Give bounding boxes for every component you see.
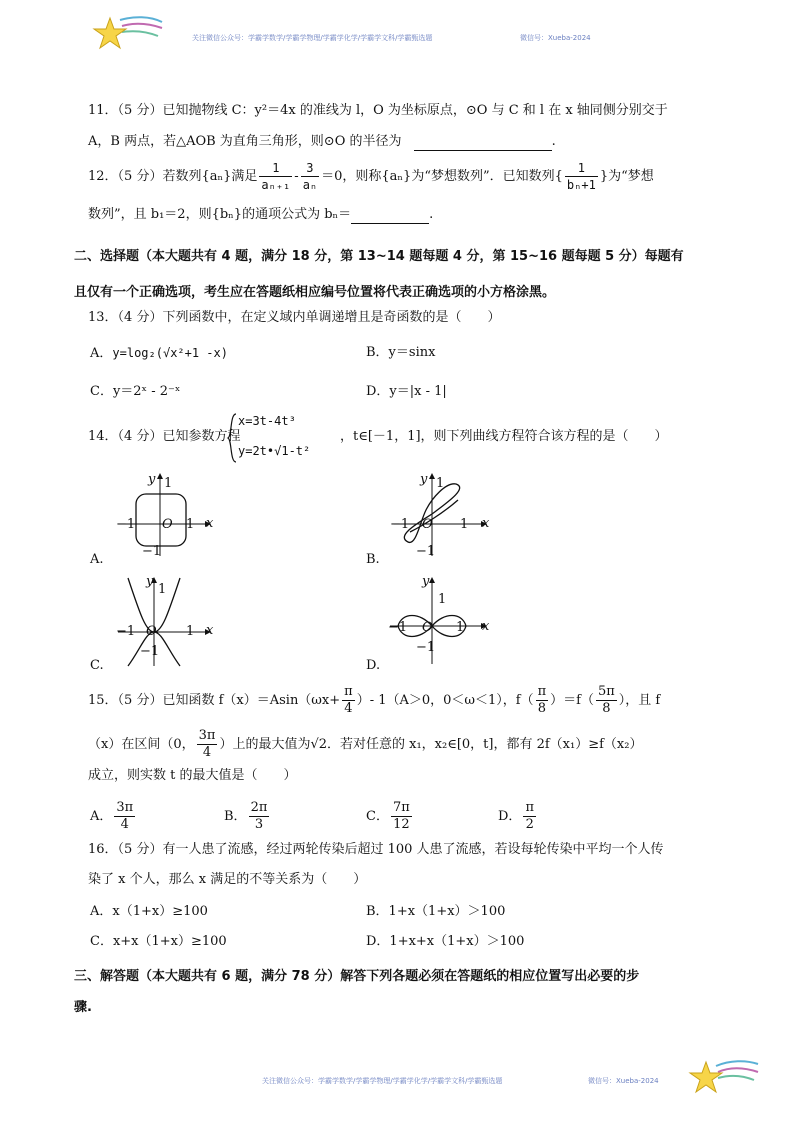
q14-label-a: A. xyxy=(90,552,104,567)
q12-end: . xyxy=(429,207,434,222)
q12-post: }为“梦想 xyxy=(599,169,654,184)
section2-line1: 二、选择题（本大题共有 4 题，满分 18 分，第 13~14 题每题 4 分，第 15~16 题每题 5 分）每题有 xyxy=(74,249,684,264)
q14-b-1top: 1 xyxy=(436,476,445,491)
q12-line1 xyxy=(88,160,654,193)
q13-option-b: B．y＝sinx xyxy=(366,345,436,360)
q11-line2 xyxy=(88,133,556,151)
q13-option-d: D．y＝|x - 1| xyxy=(366,384,447,399)
q12-line2 xyxy=(88,206,433,224)
q14-c-x: x xyxy=(206,623,214,638)
q15-line2-pre: （x）在区间（0， xyxy=(88,737,195,752)
footer-wechat: 微信号：Xueba-2024 xyxy=(588,1077,659,1085)
footer-text: 关注微信公众号：学霸学数学/学霸学物理/学霸学化学/学霸学文科/学霸甄选题 xyxy=(262,1077,503,1085)
q11-line1: 11．（5 分）已知抛物线 C：y²＝4x 的准线为 l，O 为坐标原点，⊙O 与 C 和 l 在 x 轴同侧分别交于 xyxy=(88,103,668,118)
q14-a-x: x xyxy=(206,516,214,531)
q14-c-neg1-bottom: −1 xyxy=(140,644,160,659)
q12-answer-blank xyxy=(351,209,429,224)
q14-label-c: C. xyxy=(90,658,104,673)
q14-b-o: O xyxy=(422,517,433,532)
q14-eq2: y=2t•√1-t² xyxy=(238,444,311,458)
q15-line2 xyxy=(88,728,642,761)
q15-line1-post: ），且 f xyxy=(618,693,661,708)
q14-a-neg1: −1 xyxy=(116,517,136,532)
star-logo-icon xyxy=(92,14,164,58)
q16-option-c: C．x+x（1+x）≥100 xyxy=(90,934,227,949)
q13-option-a xyxy=(90,344,228,363)
q11-answer-blank xyxy=(414,136,552,151)
q14-d-1top: 1 xyxy=(438,592,447,607)
q12-fraction-1: $\frac{1}{\text{aₙ₊₁}}$ xyxy=(261,161,291,192)
q14-d-o: O xyxy=(422,620,433,635)
q13-option-a-formula: y=log₂(√x²+1 -x) xyxy=(112,346,228,360)
q14-label-b: B. xyxy=(366,552,380,567)
q14-pre: 14．（4 分）已知参数方程 xyxy=(88,429,241,444)
q16-option-d: D．1+x+x（1+x）＞100 xyxy=(366,934,525,949)
star-footer-icon xyxy=(688,1054,760,1098)
q15-eq: ）＝f（ xyxy=(550,693,594,708)
section2-line2: 且仅有一个正确选项，考生应在答题纸相应编号位置将代表正确选项的小方格涂黑。 xyxy=(74,285,556,300)
q14-c-1top: 1 xyxy=(158,582,167,597)
q14-c-1: 1 xyxy=(186,624,195,639)
q14-eq1: x=3t-4t³ xyxy=(238,414,296,428)
q15-line3: 成立，则实数 t 的最大值是（ ） xyxy=(88,768,297,783)
q14-d-y: y xyxy=(422,574,430,589)
q14-b-x: x xyxy=(482,516,490,531)
q11-end: . xyxy=(551,134,556,149)
q15-option-d: D． $\frac{\pi}{2}$ xyxy=(498,800,534,832)
q14-b-1: 1 xyxy=(460,517,469,532)
q12-line2-text: 数列”，且 b₁＝2，则{bₙ}的通项公式为 bₙ＝ xyxy=(88,207,352,222)
q15-option-b: B． $\frac{2\pi}{3}$ xyxy=(224,800,268,832)
q15-frac-pi-4: $\frac{\pi}{4}$ xyxy=(344,684,353,716)
header-text: 关注微信公众号：学霸学数学/学霸学物理/学霸学化学/学霸学文科/学霸甄选题 xyxy=(192,34,433,42)
q12-fraction-2: $\frac{3}{\text{aₙ}}$ xyxy=(302,161,318,192)
q14-c-neg1: −1 xyxy=(116,624,136,639)
section3-line1: 三、解答题（本大题共有 6 题，满分 78 分）解答下列各题必须在答题纸的相应位置写出必要的步 xyxy=(74,969,640,984)
q14-a-1: 1 xyxy=(186,517,195,532)
q12-mid: ＝0，则称{aₙ}为“梦想数列”．已知数列{ xyxy=(321,169,563,184)
q12-fraction-3: $\frac{1}{\text{bₙ+1}}$ xyxy=(566,161,596,192)
q14-d-x: x xyxy=(482,619,490,634)
q16-line2: 染了 x 个人，那么 x 满足的不等关系为（ ） xyxy=(88,872,367,887)
q15-frac-3pi-4: $\frac{3\pi}{4}$ xyxy=(198,728,216,760)
q14-a-o: O xyxy=(162,517,173,532)
q12-minus: - xyxy=(294,169,299,184)
q13-stem: 13．（4 分）下列函数中，在定义域内单调递增且是奇函数的是（ ） xyxy=(88,310,501,325)
q15-line1-mid: ）- 1（A＞0，0＜ω＜1），f（ xyxy=(356,693,534,708)
q14-d-1: 1 xyxy=(456,620,465,635)
q13-option-c: C．y＝2ˣ - 2⁻ˣ xyxy=(90,384,181,399)
q15-option-a: A． $\frac{3\pi}{4}$ xyxy=(90,800,134,832)
q15-frac-pi-8: $\frac{\pi}{8}$ xyxy=(537,684,547,716)
q14-d-neg1: −1 xyxy=(388,620,408,635)
q15-frac-5pi-8: $\frac{5\pi}{8}$ xyxy=(597,684,615,716)
q16-line1: 16．（5 分）有一人患了流感，经过两轮传染后超过 100 人患了流感，若设每轮传染中平均一个人传 xyxy=(88,842,664,857)
q16-option-b: B．1+x（1+x）＞100 xyxy=(366,904,506,919)
q14-c-y: y xyxy=(146,574,154,589)
q14-b-neg1-bottom: −1 xyxy=(416,544,436,559)
section3-line2: 骤. xyxy=(74,1000,92,1015)
q15-line1 xyxy=(88,684,660,717)
q11-line2-text: A，B 两点，若△AOB 为直角三角形，则⊙O 的半径为 xyxy=(88,134,402,149)
q16-option-a: A．x（1+x）≥100 xyxy=(90,904,208,919)
q15-line1-pre: 15．（5 分）已知函数 f（x）＝Asin（ωx+ xyxy=(88,693,341,708)
q14-post: ，t∈[－1，1]，则下列曲线方程符合该方程的是（ ） xyxy=(340,429,668,444)
q14-a-y: y xyxy=(148,472,156,487)
q14-c-o: O xyxy=(146,624,157,639)
q14-d-neg1-bottom: −1 xyxy=(416,640,436,655)
q15-option-c: C． $\frac{7\pi}{12}$ xyxy=(366,800,410,832)
q14-label-d: D. xyxy=(366,658,381,673)
q14-b-neg1: −1 xyxy=(390,517,410,532)
q13-option-a-label: A． xyxy=(90,346,113,361)
q14-brace xyxy=(226,412,238,464)
q14-a-neg1-bottom: −1 xyxy=(142,544,162,559)
q14-b-y: y xyxy=(420,472,428,487)
q14-a-1top: 1 xyxy=(164,476,173,491)
q12-pre: 12．（5 分）若数列{aₙ}满足 xyxy=(88,169,258,184)
header-wechat: 微信号：Xueba-2024 xyxy=(520,34,591,42)
q15-line2-post: ）上的最大值为√2．若对任意的 x₁，x₂∈[0，t]，都有 2f（x₁）≥f（x₂） xyxy=(219,737,643,752)
